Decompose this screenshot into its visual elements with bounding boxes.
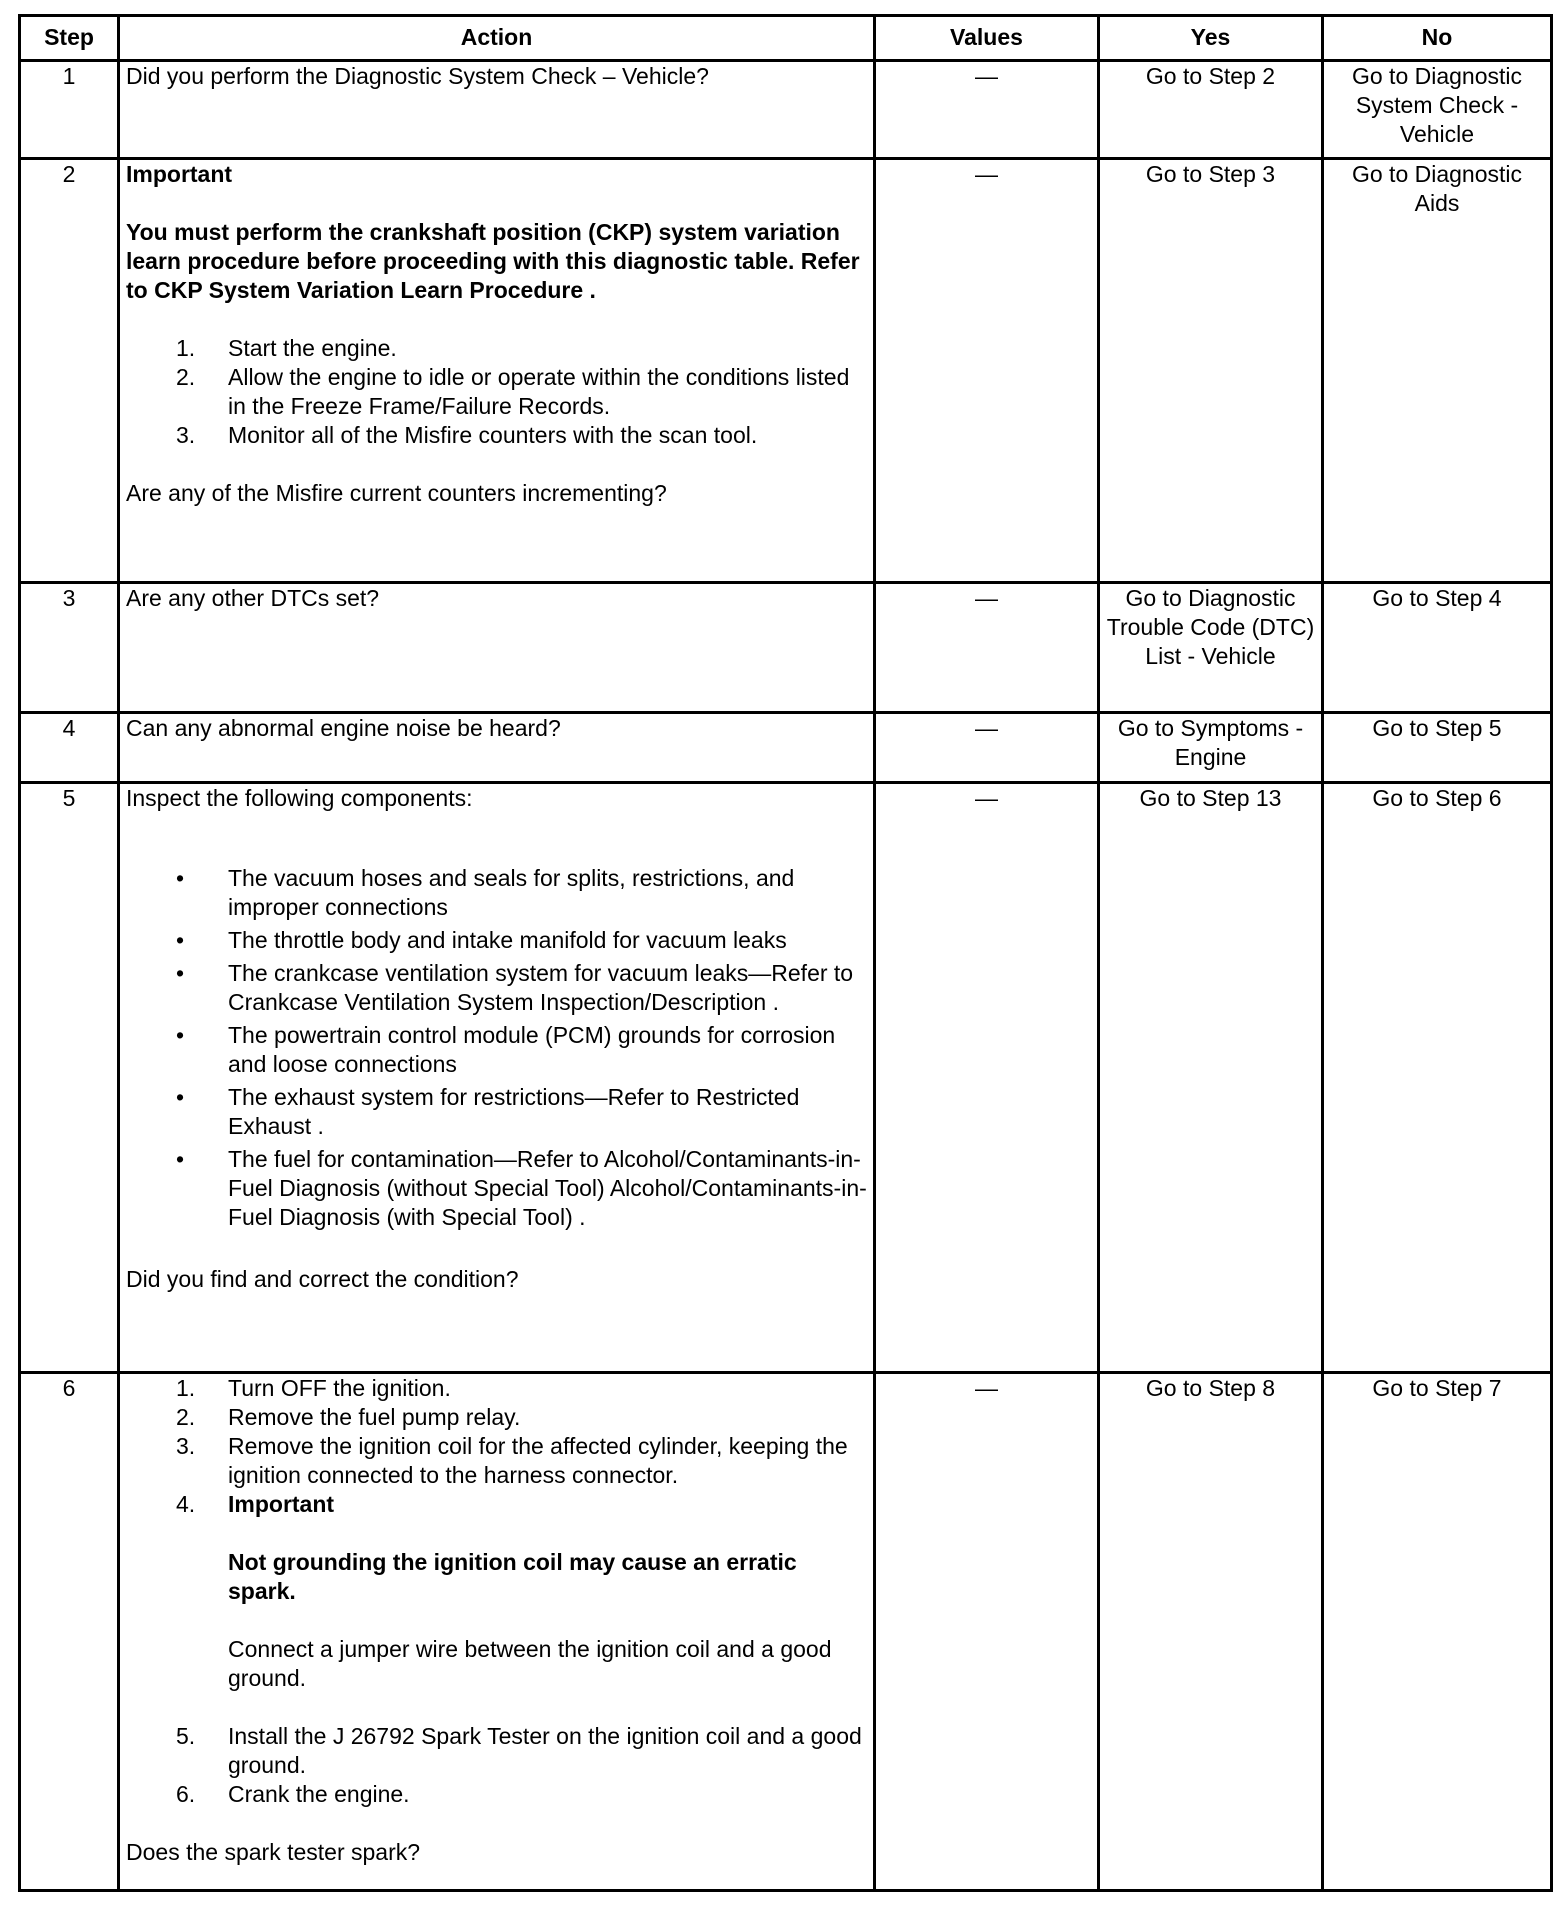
list-item: • The crankcase ventilation system for vacuum leaks—Refer to Crankcase Ventilation System Inspection/Description .: [176, 960, 854, 1015]
list-item: • The vacuum hoses and seals for splits, restrictions, and improper connections: [176, 865, 795, 920]
header-yes: Yes: [1099, 16, 1323, 61]
important-heading: Important: [228, 1491, 335, 1517]
list-item: 1. Start the engine.: [176, 335, 397, 361]
component-list: [126, 864, 867, 1232]
value-cell: —: [875, 159, 1099, 583]
no-cell: Go to Diagnostic Aids: [1323, 159, 1552, 583]
list-item: 3. Monitor all of the Misfire counters with the scan tool.: [176, 422, 758, 448]
step-number: 1: [20, 61, 119, 159]
list-item: • The throttle body and intake manifold for vacuum leaks: [176, 927, 787, 953]
action-question: Did you perform the Diagnostic System Check – Vehicle?: [126, 63, 709, 89]
no-cell: Go to Step 4: [1323, 583, 1552, 713]
no-cell: Go to Diagnostic System Check - Vehicle: [1323, 61, 1552, 159]
table-row: [20, 61, 1552, 159]
value-cell: —: [875, 61, 1099, 159]
list-item: 4. Important Not grounding the ignition coil may cause an erratic spark. Connect a jumper wire between the ignition coil and a good ground.: [126, 1490, 867, 1722]
value-cell: —: [875, 583, 1099, 713]
important-text: Not grounding the ignition coil may cause an erratic spark.: [228, 1549, 797, 1604]
no-cell: Go to Step 6: [1323, 783, 1552, 1373]
header-row: [20, 16, 1552, 61]
list-item: 5. Install the J 26792 Spark Tester on the ignition coil and a good ground.: [176, 1723, 862, 1778]
step-number: 6: [20, 1373, 119, 1891]
value-cell: —: [875, 713, 1099, 783]
table-row: [20, 159, 1552, 583]
yes-cell: Go to Step 8: [1099, 1373, 1323, 1891]
important-text: You must perform the crankshaft position (CKP) system variation learn procedure before proceeding with this diagnostic table. Refer to CKP System Variation Learn Procedure .: [126, 219, 860, 303]
important-heading: Important: [126, 161, 233, 187]
list-item: • The powertrain control module (PCM) grounds for corrosion and loose connections: [176, 1022, 836, 1077]
no-cell: Go to Step 7: [1323, 1373, 1552, 1891]
list-item: • The fuel for contamination—Refer to Alcohol/Contaminants-in-Fuel Diagnosis (without Special Tool) Alcohol/Contaminants-in-Fuel Diagnosis (with Special Tool) .: [176, 1146, 867, 1230]
yes-cell: Go to Diagnostic Trouble Code (DTC) List - Vehicle: [1099, 583, 1323, 713]
yes-cell: Go to Step 3: [1099, 159, 1323, 583]
action-cell: [119, 583, 875, 713]
table-row: [20, 583, 1552, 713]
action-cell: [119, 159, 875, 583]
action-question: Can any abnormal engine noise be heard?: [126, 715, 561, 741]
action-cell: [119, 713, 875, 783]
header-step: Step: [20, 16, 119, 61]
no-cell: Go to Step 5: [1323, 713, 1552, 783]
procedure-list: [126, 1374, 867, 1809]
list-item: • The exhaust system for restrictions—Refer to Restricted Exhaust .: [176, 1084, 800, 1139]
yes-cell: Go to Symptoms - Engine: [1099, 713, 1323, 783]
table-row: [20, 783, 1552, 1373]
action-cell: [119, 61, 875, 159]
yes-cell: Go to Step 2: [1099, 61, 1323, 159]
action-cell: [119, 1373, 875, 1891]
header-values: Values: [875, 16, 1099, 61]
value-cell: —: [875, 783, 1099, 1373]
step-number: 5: [20, 783, 119, 1373]
action-intro: Inspect the following components:: [126, 785, 473, 811]
header-no: No: [1323, 16, 1552, 61]
table-row: [20, 1373, 1552, 1891]
action-question: Are any other DTCs set?: [126, 585, 380, 611]
procedure-list: [126, 334, 867, 450]
list-item: 2. Allow the engine to idle or operate within the conditions listed in the Freeze Frame/Failure Records.: [176, 364, 850, 419]
diagnostic-table: [18, 14, 1553, 1892]
action-question: Are any of the Misfire current counters incrementing?: [126, 480, 667, 506]
value-cell: —: [875, 1373, 1099, 1891]
list-item: 2. Remove the fuel pump relay.: [176, 1404, 521, 1430]
step-number: 3: [20, 583, 119, 713]
header-action: Action: [119, 16, 875, 61]
list-item: 6. Crank the engine.: [176, 1781, 410, 1807]
step-number: 2: [20, 159, 119, 583]
list-item: 3. Remove the ignition coil for the affected cylinder, keeping the ignition connected to the harness connector.: [176, 1433, 848, 1488]
action-cell: [119, 783, 875, 1373]
action-question: Does the spark tester spark?: [126, 1839, 421, 1865]
action-question: Did you find and correct the condition?: [126, 1266, 519, 1292]
list-item: 1. Turn OFF the ignition.: [176, 1375, 451, 1401]
step-instruction: Connect a jumper wire between the ignition coil and a good ground.: [228, 1636, 832, 1691]
yes-cell: Go to Step 13: [1099, 783, 1323, 1373]
step-number: 4: [20, 713, 119, 783]
table-row: [20, 713, 1552, 783]
